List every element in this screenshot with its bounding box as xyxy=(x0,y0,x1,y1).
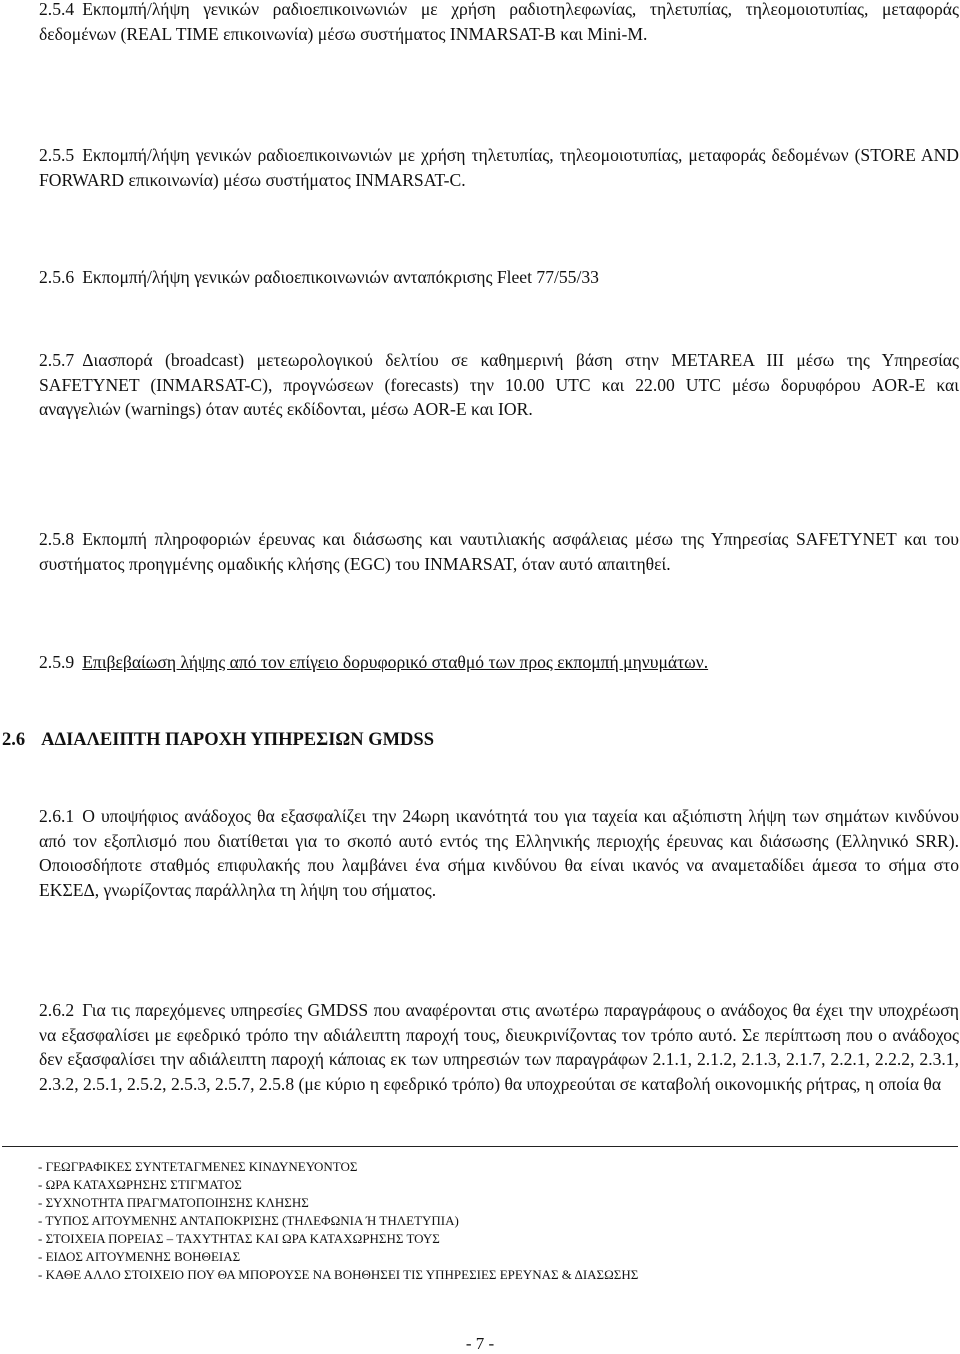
paragraph-number: 2.5.4 xyxy=(39,0,75,19)
heading-text: ΑΔΙΑΛΕΙΠΤΗ ΠΑΡΟΧΗ ΥΠΗΡΕΣΙΩΝ GMDSS xyxy=(41,730,434,750)
footnote-item: - ΓΕΩΓΡΑΦΙΚΕΣ ΣΥΝΤΕΤΑΓΜΕΝΕΣ ΚΙΝΔΥΝΕΥΟΝΤΟΣ xyxy=(38,1159,358,1174)
footnote-list xyxy=(38,1158,938,1284)
footnote-item: - ΣΥΧΝΟΤΗΤΑ ΠΡΑΓΜΑΤΟΠΟΙΗΣΗΣ ΚΛΗΣΗΣ xyxy=(38,1195,309,1210)
paragraph-number: 2.5.9 xyxy=(39,652,75,672)
heading-number: 2.6 xyxy=(2,730,26,750)
paragraph-text: Εκπομπή πληροφοριών έρευνας και διάσωσης και ναυτιλιακής ασφάλειας μέσω της Υπηρεσίας SAFETYNET και του συστήματος προηγμένης ομαδικής κλήσης (EGC) του INMARSAT, όταν αυτό απαιτηθεί. xyxy=(39,529,959,574)
paragraph-number: 2.5.6 xyxy=(39,267,75,287)
paragraph-text: Επιβεβαίωση λήψης από τον επίγειο δορυφορικό σταθμό των προς εκπομπή μηνυμάτων. xyxy=(82,652,709,672)
section-heading-2-6 xyxy=(2,728,902,752)
paragraph-2-5-8 xyxy=(39,527,959,576)
footnote-item: - ΚΑΘΕ ΑΛΛΟ ΣΤΟΙΧΕΙΟ ΠΟΥ ΘΑ ΜΠΟΡΟΥΣΕ ΝΑ ΒΟΗΘΗΣΕΙ ΤΙΣ ΥΠΗΡΕΣΙΕΣ ΕΡΕΥΝΑΣ & ΔΙΑΣΩΣΗΣ xyxy=(38,1267,639,1282)
paragraph-text: Διασπορά (broadcast) μετεωρολογικού δελτίου σε καθημερινή βάση στην METAREA III μέσω της Υπηρεσίας SAFETYNET (INMARSAT-C), προγνώσεων (forecasts) την 10.00 UTC και 22.00 UTC μέσω δορυφόρου AOR-E και αναγγελιών (warnings) όταν αυτές εκδίδονται, μέσω AOR-E και IOR. xyxy=(39,350,959,420)
page-number: - 7 - xyxy=(465,1334,495,1353)
paragraph-number: 2.5.8 xyxy=(39,529,75,549)
paragraph-text: Εκπομπή/λήψη γενικών ραδιοεπικοινωνιών ανταπόκρισης Fleet 77/55/33 xyxy=(82,267,599,287)
paragraph-number: 2.6.1 xyxy=(39,806,75,826)
paragraph-text: Ο υποψήφιος ανάδοχος θα εξασφαλίζει την 24ωρη ικανότητά του για ταχεία και αξιόπιστη λήψη των σημάτων κινδύνου από τον εξοπλισμό που διατίθεται για το σκοπό αυτό εντός της Ελληνικής περιοχής έρευνας και διάσωσης (Ελληνικό SRR). Οποιοσδήποτε σταθμός επιφυλακής που λαμβάνει ένα σήμα κινδύνου θα είναι ικανός να αναμεταδίδει άμεσα το σήμα στο ΕΚΣΕΔ, γνωρίζοντας παράλληλα τη λήψη του σήματος. xyxy=(39,806,959,900)
footnote-item: - ΣΤΟΙΧΕΙΑ ΠΟΡΕΙΑΣ – ΤΑΧΥΤΗΤΑΣ ΚΑΙ ΩΡΑ ΚΑΤΑΧΩΡΗΣΗΣ ΤΟΥΣ xyxy=(38,1231,440,1246)
paragraph-2-5-9 xyxy=(39,650,959,675)
paragraph-2-5-7 xyxy=(39,348,959,422)
paragraph-text: Εκπομπή/λήψη γενικών ραδιοεπικοινωνιών με χρήση τηλετυπίας, τηλεομοιοτυπίας, μεταφοράς δεδομένων (STORE AND FORWARD επικοινωνία) μέσω συστήματος INMARSAT-C. xyxy=(39,145,959,190)
footnote-item: - ΕΙΔΟΣ ΑΙΤΟΥΜΕΝΗΣ ΒΟΗΘΕΙΑΣ xyxy=(38,1249,241,1264)
paragraph-2-5-4 xyxy=(39,0,959,46)
footnote-item: - ΤΥΠΟΣ ΑΙΤΟΥΜΕΝΗΣ ΑΝΤΑΠΟΚΡΙΣΗΣ (ΤΗΛΕΦΩΝΙΑ Ή ΤΗΛΕΤΥΠΙΑ) xyxy=(38,1213,459,1228)
paragraph-2-5-5 xyxy=(39,143,959,192)
paragraph-text: Για τις παρεχόμενες υπηρεσίες GMDSS που αναφέρονται στις ανωτέρω παραγράφους ο ανάδοχος θα έχει την υποχρέωση να εξασφαλίσει με εφεδρικό τρόπο την αδιάλειπτη παροχή τους, διευκρινίζοντας τον τρόπο αυτό. Σε περίπτωση που ο ανάδοχος δεν εξασφαλίσει την αδιάλειπτη παροχή κάποιας εκ των υπηρεσιών των παραγράφων 2.1.1, 2.1.2, 2.1.3, 2.1.7, 2.2.1, 2.2.2, 2.3.1, 2.3.2, 2.5.1, 2.5.2, 2.5.3, 2.5.7, 2.5.8 (με κύριο η εφεδρικό τρόπο) θα υποχρεούται σε καταβολή οικονομικής ρήτρας, η οποία θα xyxy=(39,1000,959,1094)
paragraph-text: Εκπομπή/λήψη γενικών ραδιοεπικοινωνιών με χρήση ραδιοτηλεφωνίας, τηλετυπίας, τηλεομοιοτυπίας, μεταφοράς δεδομένων (REAL TIME επικοινωνία) μέσω συστήματος INMARSAT-B και Mini-M. xyxy=(39,0,959,44)
paragraph-2-6-2 xyxy=(39,998,959,1096)
footnote-divider xyxy=(2,1146,958,1147)
paragraph-number: 2.5.5 xyxy=(39,145,75,165)
paragraph-number: 2.5.7 xyxy=(39,350,75,370)
paragraph-2-5-6 xyxy=(39,265,959,290)
paragraph-2-6-1 xyxy=(39,804,959,902)
footnote-item: - ΩΡΑ ΚΑΤΑΧΩΡΗΣΗΣ ΣΤΙΓΜΑΤΟΣ xyxy=(38,1177,242,1192)
paragraph-number: 2.6.2 xyxy=(39,1000,75,1020)
